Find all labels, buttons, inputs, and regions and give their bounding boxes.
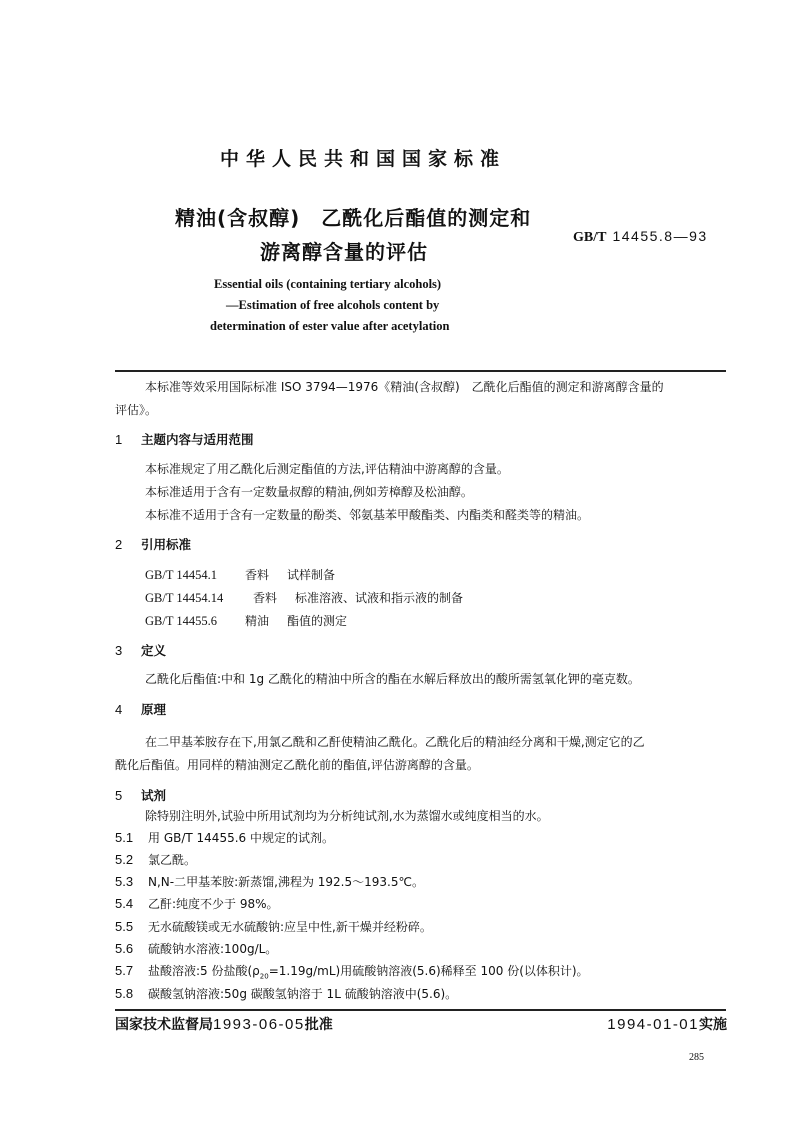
title-zh-line-1: 精油(含叔醇) 乙酰化后酯值的测定和 (175, 206, 532, 230)
approval-org: 国家技术监督局 (115, 1017, 213, 1033)
reagent-item (115, 940, 277, 957)
reagent-item (115, 895, 279, 912)
section-number: 2 (115, 537, 123, 552)
standard-code: 14455.8—93 (612, 228, 708, 244)
reference-code: GB/T 14454.1 (145, 568, 217, 582)
effective-date: 1994-01-01 (607, 1016, 699, 1033)
section-4-line-1: 在二甲基苯胺存在下,用氯乙酰和乙酐使精油乙酰化。乙酰化后的精油经分离和干燥,测定它的乙 (145, 735, 645, 749)
item-number: 5.6 (115, 941, 134, 956)
section-1-para-1: 本标准规定了用乙酰化后测定酯值的方法,评估精油中游离醇的含量。 (145, 462, 509, 476)
item-subscript: 20 (259, 972, 269, 981)
reference-category: 香料 (245, 568, 270, 582)
section-1-para-3: 本标准不适用于含有一定数量的酚类、邻氨基苯甲酸酯类、内酯类和醛类等的精油。 (145, 508, 590, 522)
item-text: 硫酸钠水溶液:100g/L。 (148, 942, 278, 956)
item-number: 5.1 (115, 830, 134, 845)
item-text: 氯乙酰。 (148, 853, 197, 867)
item-number: 5.7 (115, 963, 134, 978)
section-1-para-2: 本标准适用于含有一定数量叔醇的精油,例如芳樟醇及松油醇。 (145, 485, 473, 499)
section-3-heading (115, 641, 166, 659)
section-number: 4 (115, 702, 123, 717)
item-text: 乙酐:纯度不少于 98%。 (148, 897, 279, 911)
effective-suffix: 实施 (699, 1017, 727, 1033)
section-number: 5 (115, 788, 123, 803)
approval-suffix: 批准 (304, 1017, 333, 1033)
section-5-heading (115, 786, 166, 804)
reagent-item (115, 985, 457, 1002)
title-en-line-1: Essential oils (containing tertiary alcohols) (214, 277, 442, 291)
section-title: 主题内容与适用范围 (141, 432, 254, 447)
item-number: 5.5 (115, 919, 134, 934)
title-en-line-2: —Estimation of free alcohols content by (226, 298, 440, 312)
section-4-heading (115, 700, 166, 718)
section-title: 试剂 (141, 788, 167, 803)
bottom-divider (115, 1009, 726, 1011)
reference-title: 标准溶液、试液和指示液的制备 (295, 591, 464, 605)
approval-info (115, 1014, 333, 1034)
reference-row (145, 589, 463, 606)
reagent-item (115, 851, 196, 868)
top-divider (115, 370, 726, 372)
item-number: 5.8 (115, 986, 134, 1001)
section-5-intro: 除特别注明外,试验中所用试剂均为分析纯试剂,水为蒸馏水或纯度相当的水。 (145, 809, 549, 823)
item-text-after: =1.19g/mL)用硫酸钠溶液(5.6)稀释至 100 份(以体积计)。 (268, 964, 589, 978)
title-en-line-3: determination of ester value after acetylation (210, 319, 450, 333)
page-number: 285 (689, 1052, 704, 1063)
item-number: 5.4 (115, 896, 134, 911)
effective-info (607, 1014, 727, 1034)
item-text: 无水硫酸镁或无水硫酸钠:应呈中性,新干燥并经粉碎。 (148, 920, 432, 934)
reference-title: 酯值的测定 (287, 614, 348, 628)
item-text: 用 GB/T 14455.6 中规定的试剂。 (148, 831, 334, 845)
section-1-heading (115, 430, 254, 448)
intro-line-2: 评估》。 (115, 403, 158, 417)
item-text: N,N-二甲基苯胺:新蒸馏,沸程为 192.5～193.5℃。 (148, 875, 424, 889)
reagent-item (115, 829, 334, 846)
section-3-definition: 乙酰化后酯值:中和 1g 乙酰化的精油中所含的酯在水解后释放出的酸所需氢氧化钾的毫克数。 (145, 672, 640, 686)
intro-line-1: 本标准等效采用国际标准 ISO 3794—1976《精油(含叔醇) 乙酰化后酯值的测定和游离醇含量的 (145, 380, 664, 394)
title-zh-line-2: 游离醇含量的评估 (260, 240, 428, 264)
reference-row (145, 612, 347, 629)
section-4-line-2: 酰化后酯值。用同样的精油测定乙酰化前的酯值,评估游离醇的含量。 (115, 758, 479, 772)
reference-row (145, 566, 335, 583)
standard-prefix: GB/T (573, 230, 607, 245)
reference-title: 试样制备 (287, 568, 336, 582)
reference-category: 精油 (245, 614, 270, 628)
reference-code: GB/T 14454.14 (145, 591, 224, 605)
section-number: 1 (115, 432, 123, 447)
national-standard-heading: 中华人民共和国国家标准 (220, 148, 507, 170)
item-number: 5.2 (115, 852, 134, 867)
item-text-before: 盐酸溶液:5 份盐酸(ρ (148, 964, 260, 978)
section-2-heading (115, 535, 191, 553)
item-text: 碳酸氢钠溶液:50g 碳酸氢钠溶于 1L 硫酸钠溶液中(5.6)。 (148, 987, 458, 1001)
section-number: 3 (115, 643, 123, 658)
standard-number (573, 228, 708, 246)
reagent-item (115, 918, 432, 935)
item-number: 5.3 (115, 874, 134, 889)
reference-code: GB/T 14455.6 (145, 614, 217, 628)
reference-category: 香料 (253, 591, 278, 605)
section-title: 定义 (141, 643, 167, 658)
approval-date: 1993-06-05 (213, 1016, 305, 1033)
section-title: 原理 (141, 702, 167, 717)
reagent-item (115, 962, 589, 980)
section-title: 引用标准 (141, 537, 192, 552)
reagent-item (115, 873, 424, 890)
